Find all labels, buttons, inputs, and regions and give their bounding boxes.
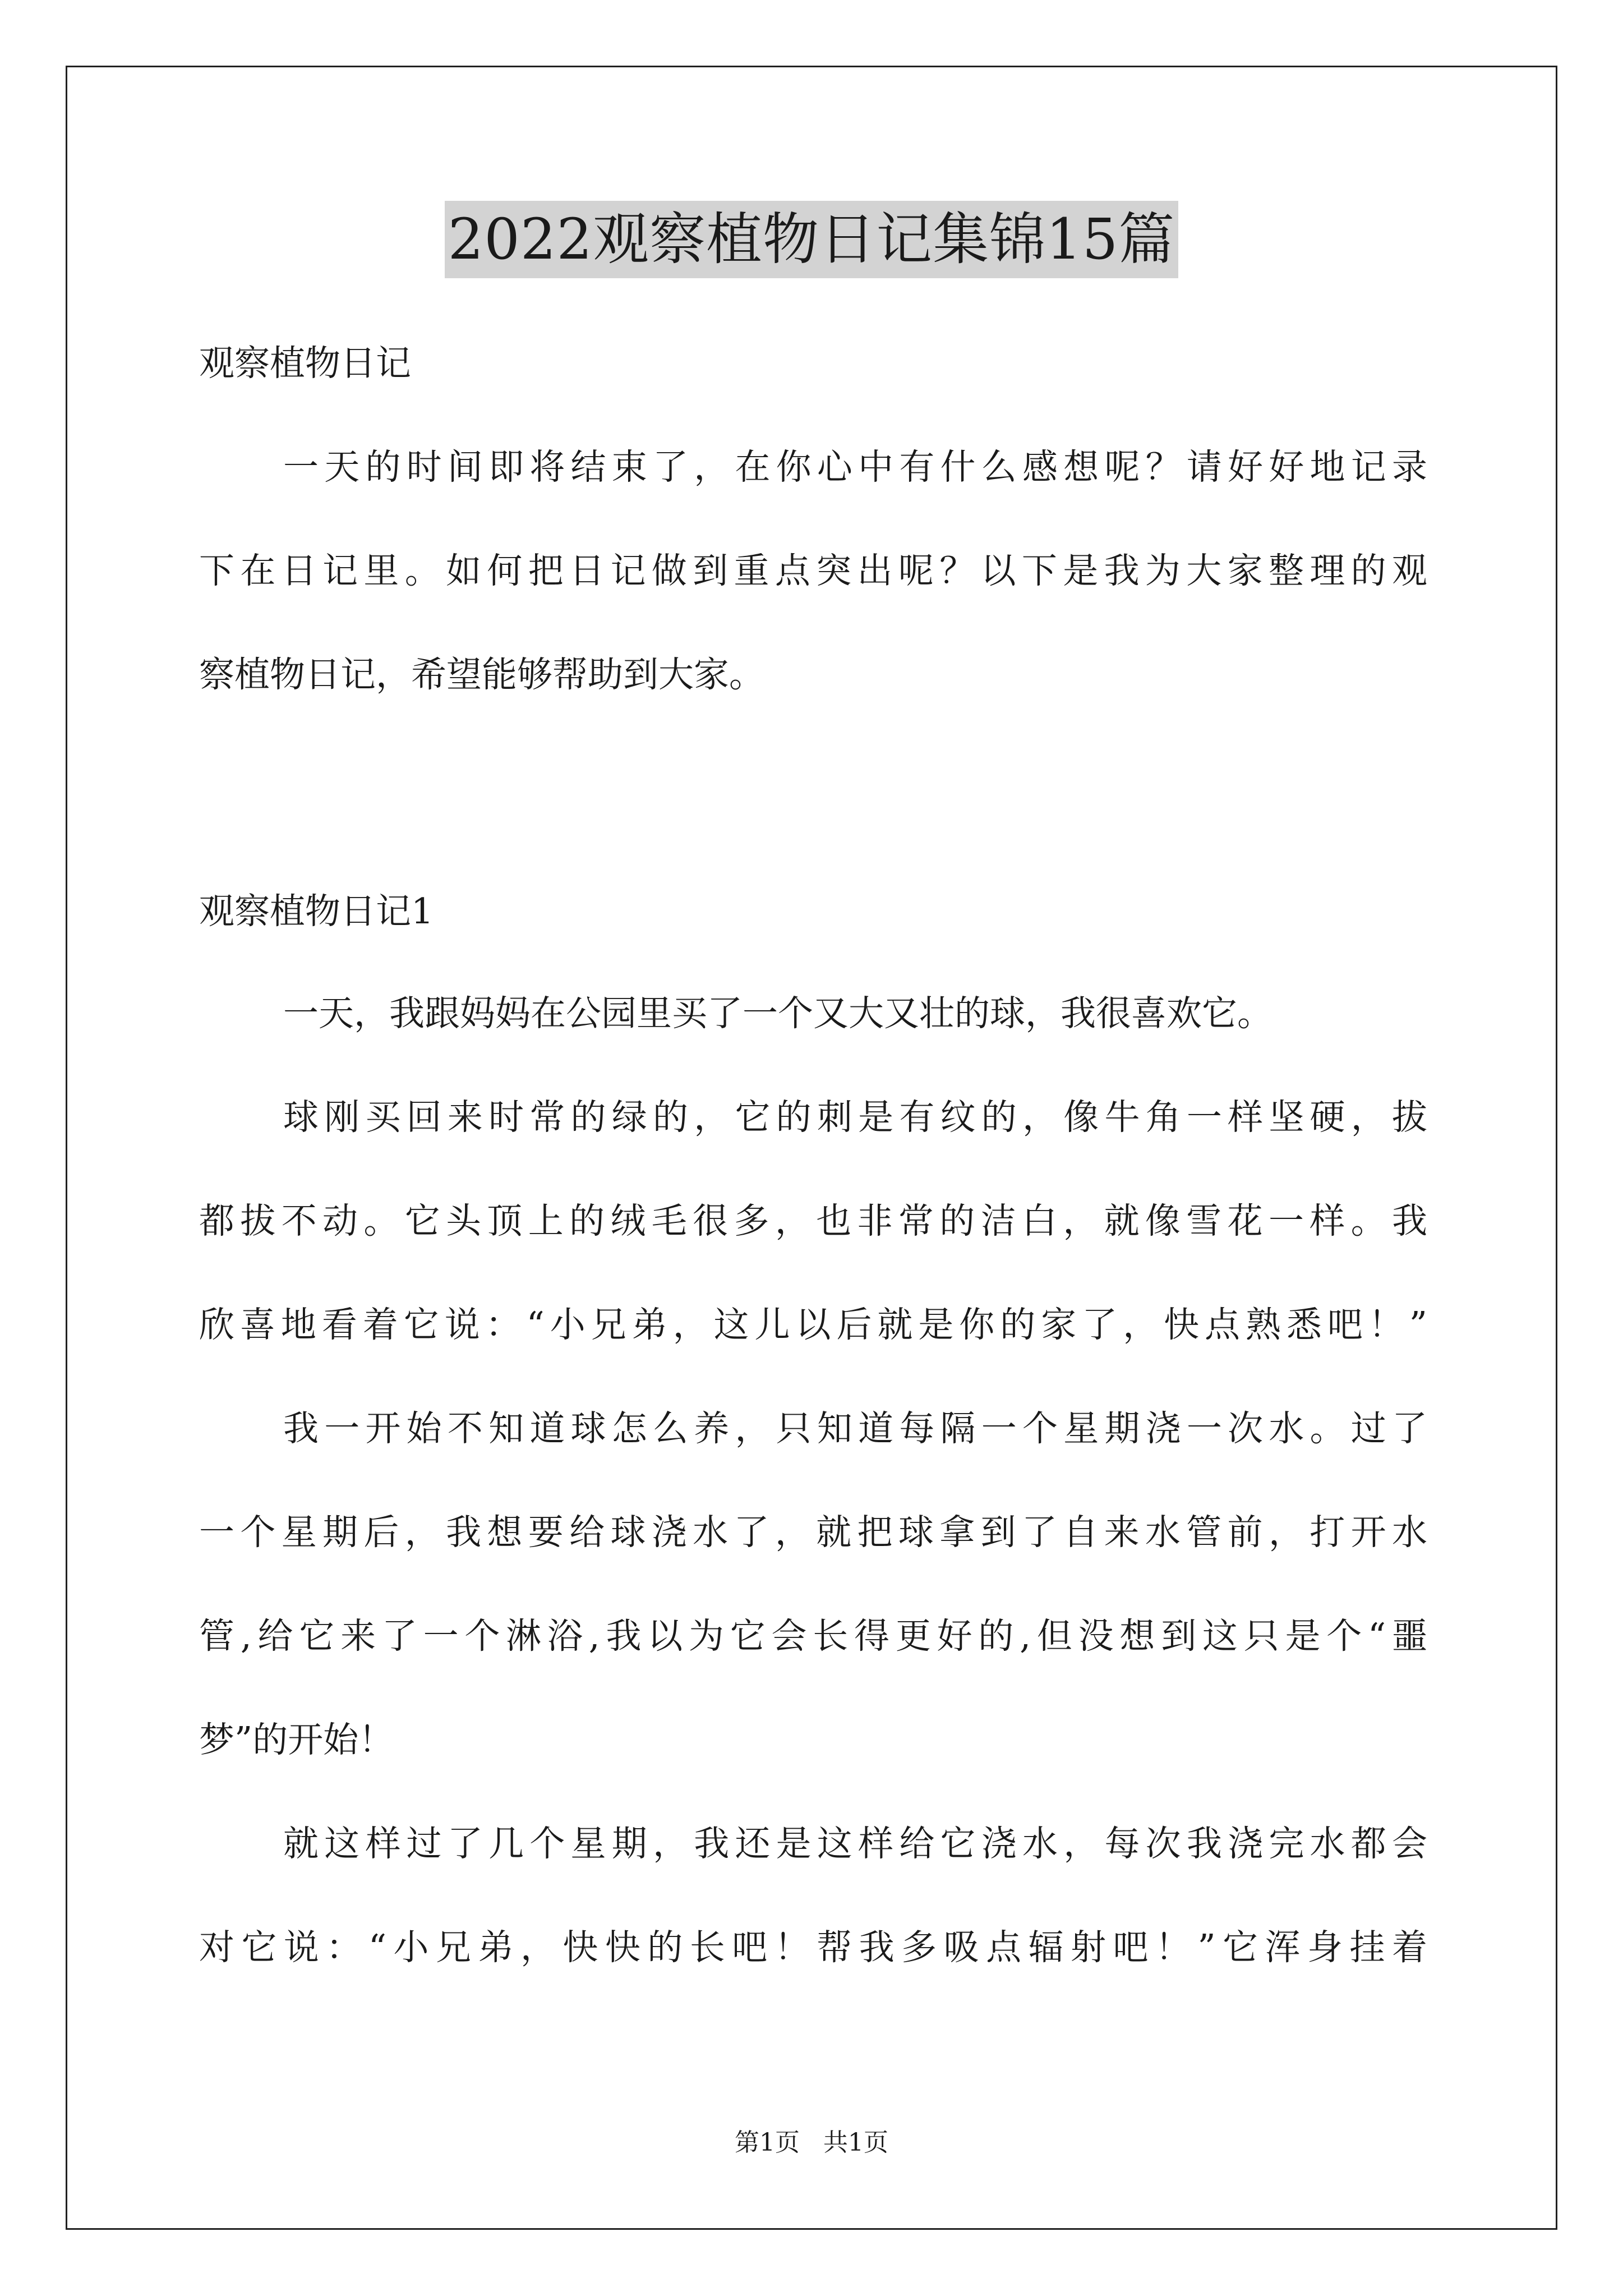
- section-line: 球刚买回来时常的绿的，它的刺是有纹的，像牛角一样坚硬，拔: [283, 1097, 1427, 1138]
- document-title: 2022观察植物日记集锦15篇: [445, 201, 1179, 278]
- section-line: 我一开始不知道球怎么养，只知道每隔一个星期浇一次水。过了: [283, 1408, 1427, 1449]
- section-line: 管,给它来了一个淋浴,我以为它会长得更好的,但没想到这只是个“噩: [199, 1616, 1427, 1657]
- intro-line: 下在日记里。如何把日记做到重点突出呢？以下是我为大家整理的观: [199, 550, 1427, 591]
- section-heading: 观察植物日记1: [199, 891, 434, 932]
- title-container: [0, 201, 1623, 278]
- intro-line: 一天的时间即将结束了，在你心中有什么感想呢？请好好地记录: [283, 447, 1427, 487]
- section-line: 梦”的开始！: [199, 1719, 394, 1760]
- section-line: 欣喜地看着它说：“小兄弟，这儿以后就是你的家了，快点熟悉吧！”: [199, 1304, 1427, 1345]
- page-footer: 第1页 共1页: [735, 2128, 888, 2157]
- section-line: 都拔不动。它头顶上的绒毛很多，也非常的洁白，就像雪花一样。我: [199, 1200, 1427, 1241]
- intro-line: 察植物日记，希望能够帮助到大家。: [199, 654, 764, 695]
- section-line: 一天，我跟妈妈在公园里买了一个又大又壮的球，我很喜欢它。: [283, 993, 1272, 1034]
- intro-heading: 观察植物日记: [199, 343, 411, 384]
- section-line: 就这样过了几个星期，我还是这样给它浇水，每次我浇完水都会: [283, 1823, 1427, 1864]
- section-line: 对它说：“小兄弟，快快的长吧！帮我多吸点辐射吧！”它浑身挂着: [199, 1927, 1427, 1968]
- section-line: 一个星期后，我想要给球浇水了，就把球拿到了自来水管前，打开水: [199, 1512, 1427, 1553]
